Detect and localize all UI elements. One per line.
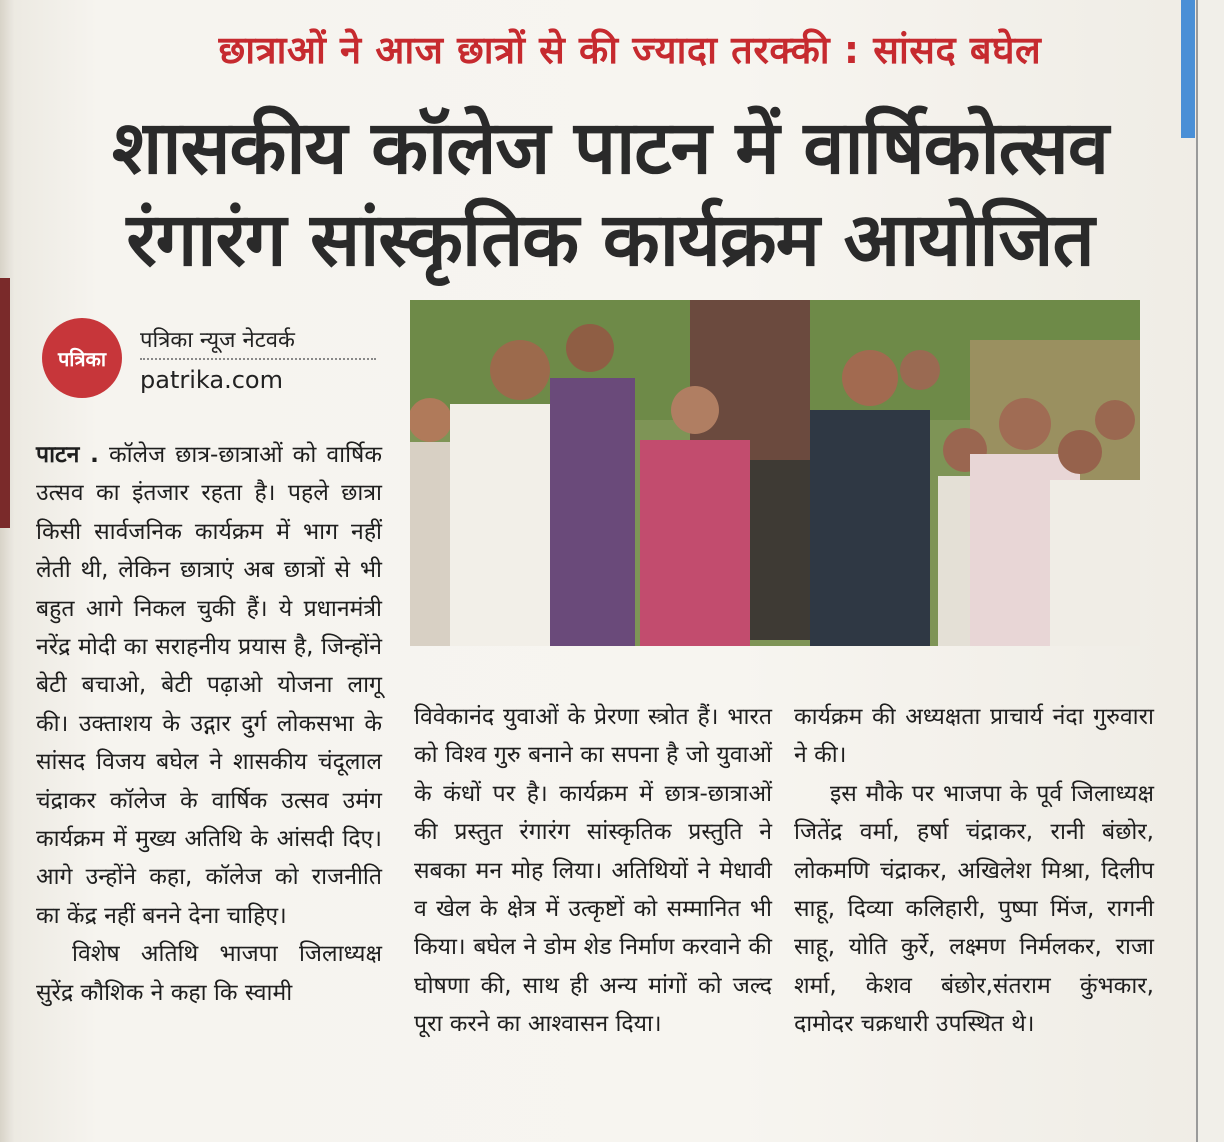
- article-paragraph: विवेकानंद युवाओं के प्रेरणा स्त्रोत हैं। भारत को विश्व गुरु बनाने का सपना है जो युवाओं के कंधों पर है। कार्यक्रम में छात्र-छात्राओं की प्रस्तुत रंगारंग सांस्कृतिक प्रस्तुति ने सबका मन मोह लिया। अतिथियों ने मेधावी व खेल के क्षेत्र में उत्कृष्टों को सम्मानित भी किया। बघेल ने डोम शेड निर्माण करवाने की घोषणा की, साथ ही अन्य मांगों को जल्द पूरा करने का आश्वासन दिया।: [414, 704, 772, 1038]
- article-paragraph: विशेष अतिथि भाजपा जिलाध्यक्ष सुरेंद्र कौशिक ने कहा कि स्वामी: [36, 941, 382, 1006]
- website-label: patrika.com: [140, 366, 283, 394]
- headline-line-2: रंगारंग सांस्कृतिक कार्यक्रम आयोजित: [126, 197, 1094, 283]
- article-paragraph: इस मौके पर भाजपा के पूर्व जिलाध्यक्ष जितेंद्र वर्मा, हर्षा चंद्राकर, रानी बंछोर, लोकमणि चंद्राकर, अखिलेश मिश्रा, दिलीप साहू, दिव्या कलिहारी, पुष्पा मिंज, रागनी साहू, योति कुर्रे, लक्ष्मण निर्मलकर, राजा शर्मा, केशव बंछोर,संतराम कुंभकार, दामोदर चक्रधारी उपस्थित थे।: [794, 780, 1154, 1038]
- logo-text: पत्रिका: [57, 346, 107, 371]
- article-column-3: [794, 698, 1154, 1044]
- article-paragraph: कॉलेज छात्र-छात्राओं को वार्षिक उत्सव का इंतजार रहता है। पहले छात्रा किसी सार्वजनिक कार्यक्रम में भाग नहीं लेती थी, लेकिन छात्राएं अब छात्रों से भी बहुत आगे निकल चुकी हैं। ये प्रधानमंत्री नरेंद्र मोदी का सराहनीय प्रयास है, जिन्होंने बेटी बचाओ, बेटी पढ़ाओ योजना लागू की। उक्ताशय के उद्गार दुर्ग लोकसभा के सांसद विजय बघेल ने शासकीय चंदूलाल चंद्राकर कॉलेज के वार्षिक उत्सव उमंग कार्यक्रम में मुख्य अतिथि के आंसदी दिए। आगे उन्होंने कहा, कॉलेज को राजनीति का केंद्र नहीं बनने देना चाहिए।: [36, 442, 382, 929]
- news-network-label: पत्रिका न्यूज नेटवर्क: [140, 324, 376, 360]
- dateline: पाटन .: [36, 442, 99, 468]
- right-blue-strip: [1181, 0, 1195, 138]
- article-paragraph: कार्यक्रम की अध्यक्षता प्राचार्य नंदा गुरुवारा ने की।: [794, 704, 1154, 769]
- event-photo: [410, 300, 1140, 646]
- left-color-mark: [0, 278, 10, 528]
- article-column-2: [414, 698, 772, 1044]
- article-column-1: [36, 436, 382, 1012]
- headline-line-1: शासकीय कॉलेज पाटन में वार्षिकोत्सव: [112, 105, 1108, 191]
- photo-illustration: [410, 300, 1140, 646]
- left-page-edge: [0, 0, 14, 1142]
- kicker-headline: छात्राओं ने आज छात्रों से की ज्यादा तरक्की : सांसद बघेल: [218, 28, 1042, 72]
- patrika-logo: [42, 318, 122, 398]
- right-adjacent-column: [1196, 0, 1224, 1142]
- byline: [36, 312, 376, 402]
